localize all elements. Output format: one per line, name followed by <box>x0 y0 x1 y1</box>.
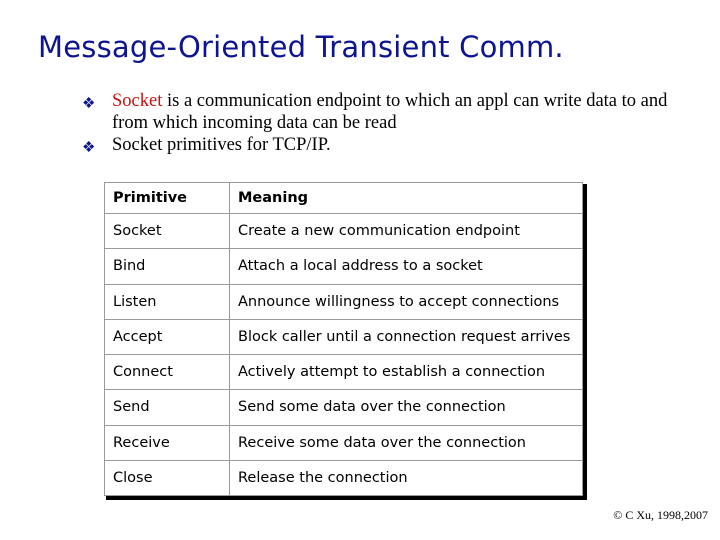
primitive-cell: Accept <box>105 319 230 354</box>
primitive-cell: Socket <box>105 214 230 249</box>
bullet-text: is a communication endpoint to which an appl can write data to and from which incoming data can be read <box>112 91 668 133</box>
meaning-cell: Actively attempt to establish a connection <box>230 355 583 390</box>
table-row <box>105 214 583 249</box>
primitive-cell: Connect <box>105 355 230 390</box>
column-header-primitive: Primitive <box>105 183 230 214</box>
primitive-cell: Close <box>105 460 230 495</box>
diamond-bullet-icon: ❖ <box>82 140 96 156</box>
bullet-list <box>80 90 700 156</box>
primitives-table-frame <box>106 184 587 500</box>
bullet-text: Socket primitives for TCP/IP. <box>112 135 331 155</box>
bullet-item <box>80 134 700 156</box>
column-header-meaning: Meaning <box>230 183 583 214</box>
meaning-cell: Block caller until a connection request arrives <box>230 319 583 354</box>
meaning-cell: Attach a local address to a socket <box>230 249 583 284</box>
meaning-cell: Announce willingness to accept connections <box>230 284 583 319</box>
table-row <box>105 355 583 390</box>
table-row <box>105 390 583 425</box>
primitive-cell: Bind <box>105 249 230 284</box>
primitive-cell: Send <box>105 390 230 425</box>
meaning-cell: Receive some data over the connection <box>230 425 583 460</box>
primitive-cell: Receive <box>105 425 230 460</box>
slide-title: Message-Oriented Transient Comm. <box>38 30 564 64</box>
table-row <box>105 284 583 319</box>
table-row <box>105 460 583 495</box>
table-row <box>105 249 583 284</box>
table-header-row <box>105 183 583 214</box>
primitives-table <box>104 182 583 496</box>
table-row <box>105 319 583 354</box>
primitive-cell: Listen <box>105 284 230 319</box>
meaning-cell: Create a new communication endpoint <box>230 214 583 249</box>
bullet-item <box>80 90 700 134</box>
meaning-cell: Release the connection <box>230 460 583 495</box>
copyright-footer: © C Xu, 1998,2007 <box>613 508 708 522</box>
meaning-cell: Send some data over the connection <box>230 390 583 425</box>
socket-term: Socket <box>112 91 163 111</box>
table-row <box>105 425 583 460</box>
diamond-bullet-icon: ❖ <box>82 96 96 112</box>
